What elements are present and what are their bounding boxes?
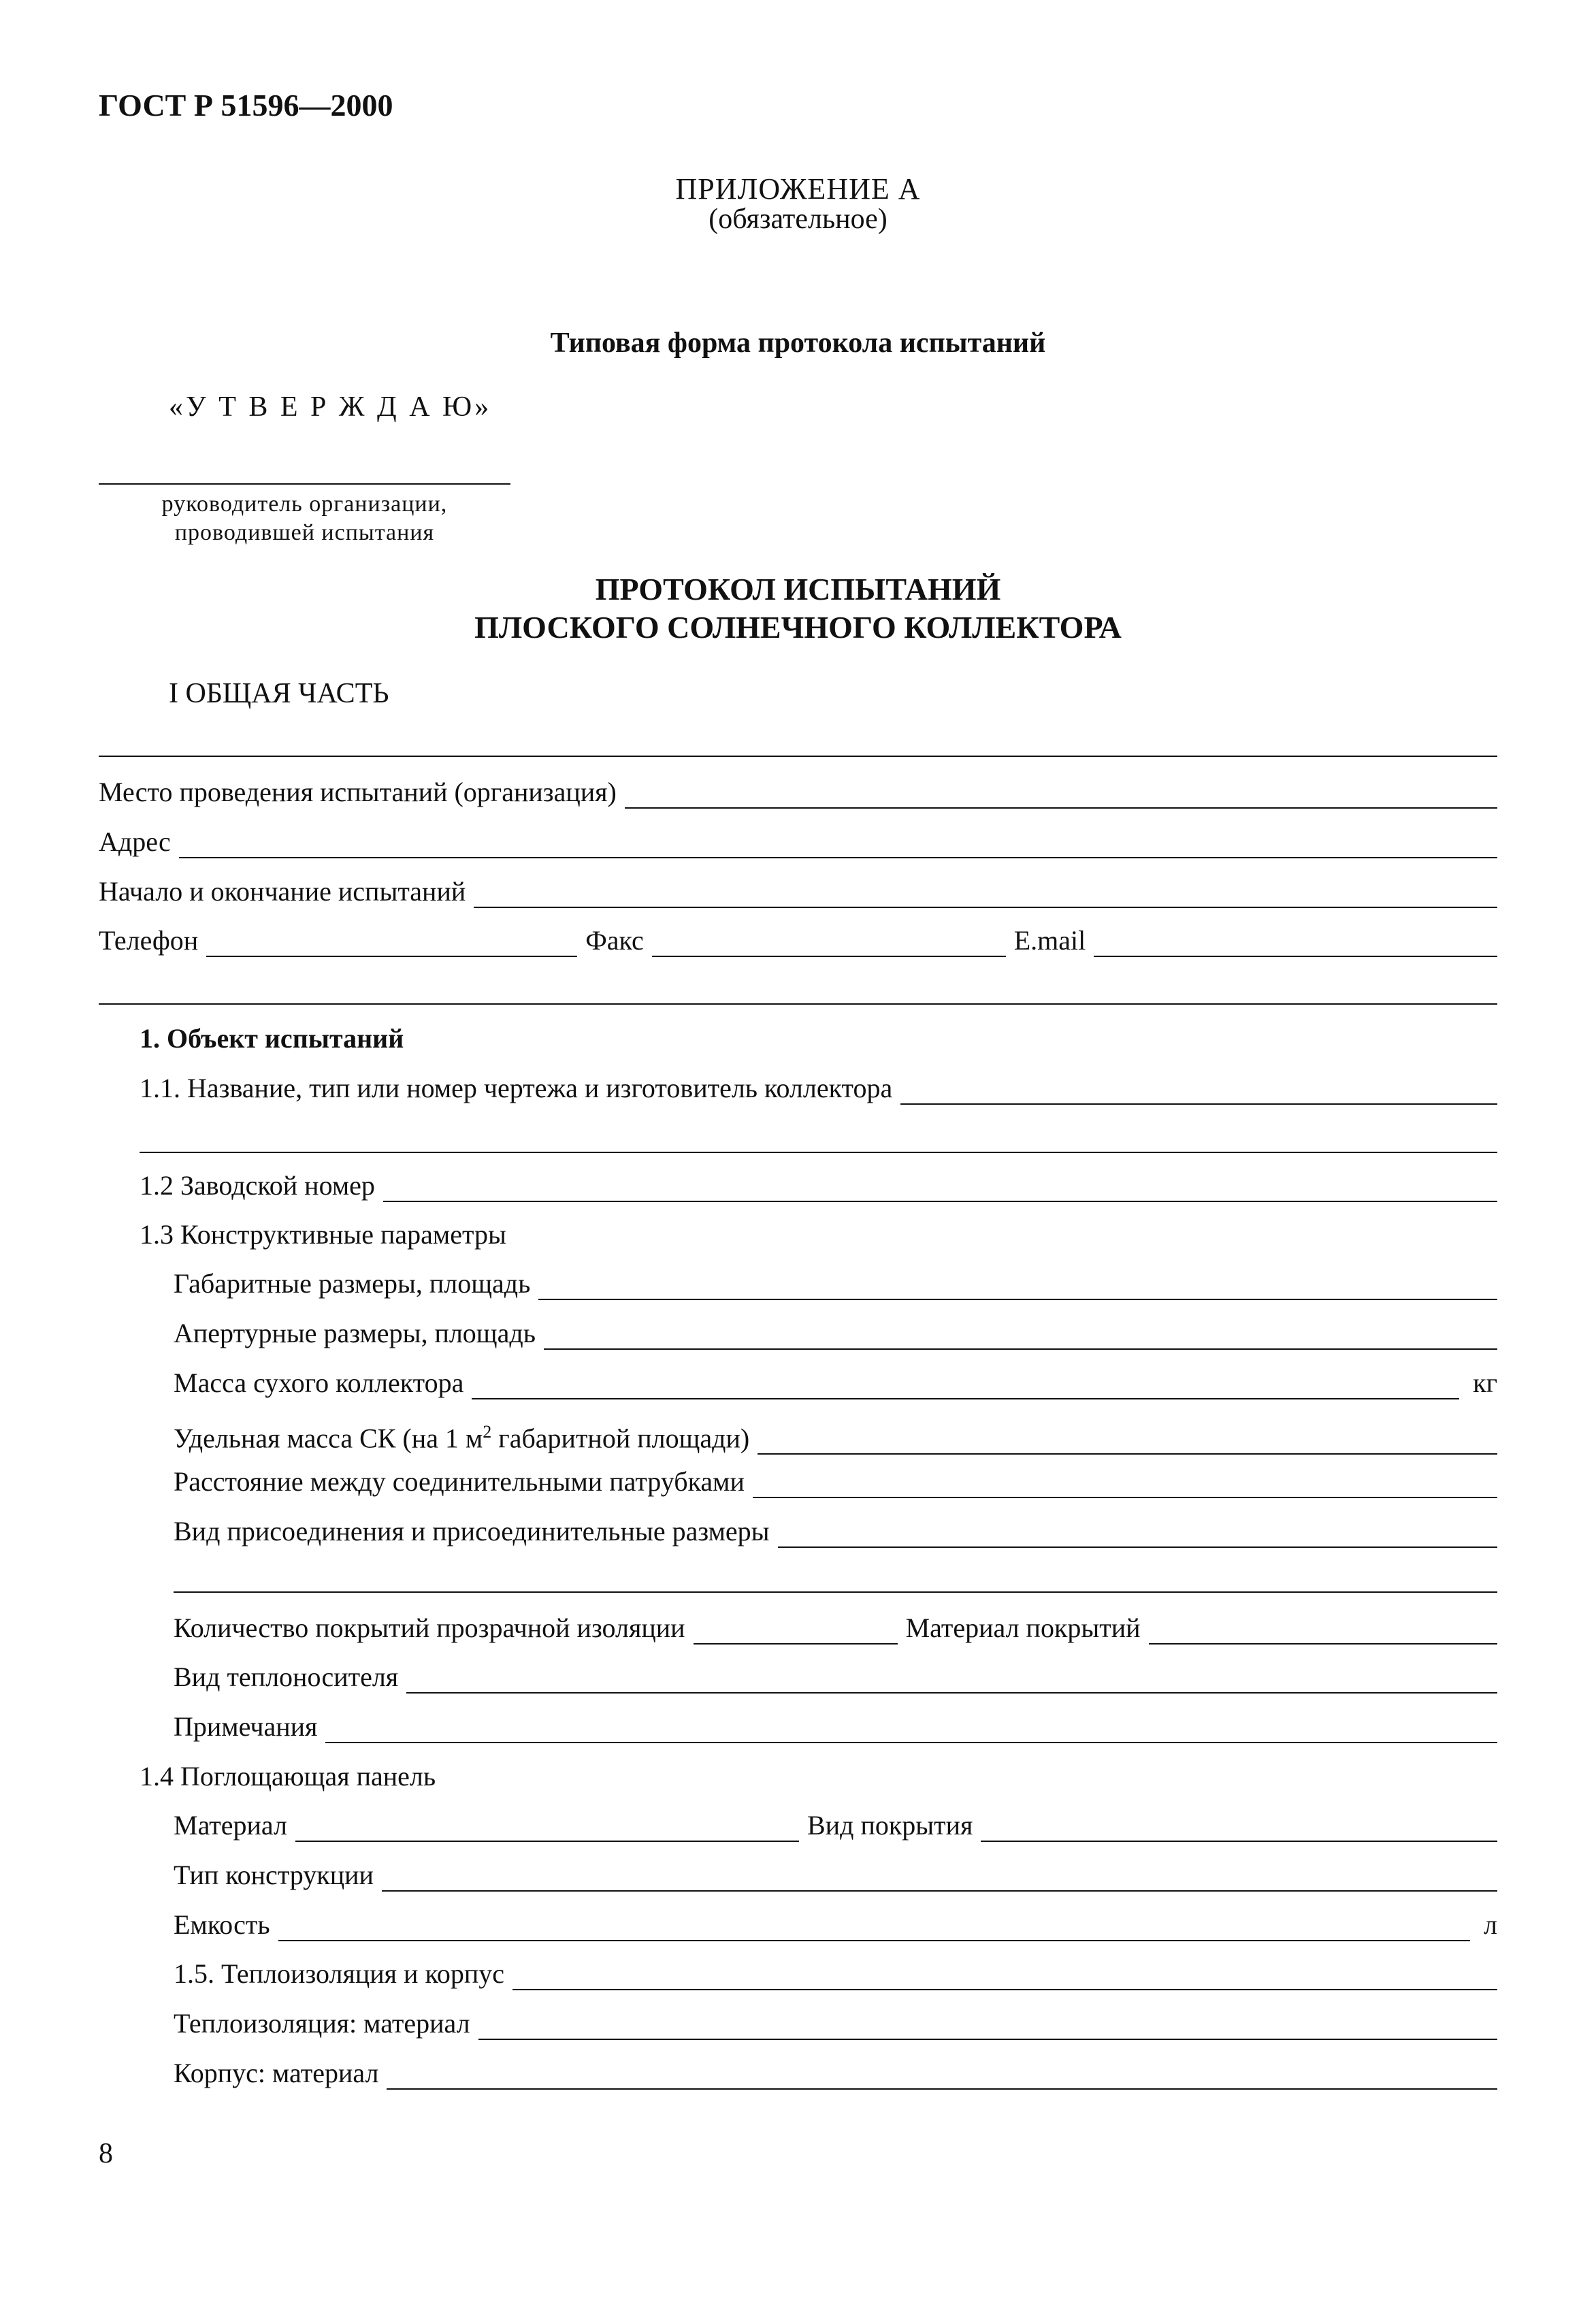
test-place-field[interactable] [625,780,1497,809]
pipe-distance-field[interactable] [753,1470,1497,1498]
design-params-row [140,1218,1497,1251]
signature-line[interactable] [99,483,510,485]
dry-mass-row [174,1367,1497,1399]
connection-type-continuation-line[interactable] [174,1591,1497,1593]
dry-mass-unit: кг [1473,1367,1497,1398]
form-title: Типовая форма протокола испытаний [550,327,1046,359]
capacity-field[interactable] [278,1913,1470,1941]
capacity-row [174,1909,1497,1941]
dry-mass-field[interactable] [472,1371,1459,1399]
overall-dims-field[interactable] [538,1272,1497,1300]
appendix-title: ПРИЛОЖЕНИЕ А [675,172,921,206]
address-field[interactable] [179,830,1497,858]
absorber-panel-label: 1.4 Поглощающая панель [140,1761,436,1792]
design-params-label: 1.3 Конструктивные параметры [140,1219,506,1250]
absorber-panel-row [140,1760,1497,1793]
overall-dims-row [174,1267,1497,1300]
notes-field[interactable] [325,1715,1497,1743]
housing-material-row [174,2057,1497,2090]
test-place-row [99,776,1497,809]
separator-line-top [99,756,1497,757]
heat-carrier-row [174,1661,1497,1694]
coating-type-field[interactable] [981,1813,1497,1842]
general-part-heading: I ОБЩАЯ ЧАСТЬ [169,678,389,709]
serial-number-field[interactable] [383,1173,1497,1202]
overall-dims-label: Габаритные размеры, площадь [174,1268,531,1299]
specific-mass-field[interactable] [758,1426,1497,1455]
coating-type-label: Вид покрытия [807,1810,973,1841]
connection-type-row [174,1515,1497,1548]
section1-heading-text: 1. Объект испытаний [140,1023,404,1054]
serial-number-label: 1.2 Заводской номер [140,1170,375,1201]
aperture-dims-field[interactable] [544,1321,1497,1350]
protocol-title [0,570,1596,647]
email-label: E.mail [1013,925,1086,956]
section1-heading [140,1022,1497,1055]
insulation-material-field[interactable] [478,2011,1497,2040]
address-row [99,826,1497,858]
signature-caption-line2: проводившей испытания [174,520,435,545]
specific-mass-label-sup: 2 [483,1422,492,1442]
aperture-dims-row [174,1317,1497,1350]
collector-name-row [140,1072,1497,1105]
notes-label: Примечания [174,1711,318,1742]
insulation-housing-field[interactable] [512,1962,1497,1990]
test-place-label: Место проведения испытаний (организация) [99,777,617,807]
collector-name-label: 1.1. Название, тип или номер чертежа и изготовитель коллектора [140,1073,893,1103]
collector-name-continuation-line[interactable] [140,1152,1497,1153]
page-number: 8 [99,2138,113,2169]
pipe-distance-row [174,1465,1497,1498]
specific-mass-label [174,1416,749,1455]
housing-material-label: Корпус: материал [174,2058,379,2088]
phone-label: Телефон [99,925,199,956]
capacity-label: Емкость [174,1909,270,1940]
material-field[interactable] [295,1813,799,1842]
pipe-distance-label: Расстояние между соединительными патрубками [174,1466,745,1497]
heat-carrier-label: Вид теплоносителя [174,1662,399,1692]
separator-line-bottom [99,1003,1497,1005]
notes-row [174,1711,1497,1743]
cover-count-field[interactable] [694,1616,898,1645]
specific-mass-label-pre: Удельная масса СК (на 1 м [174,1423,483,1454]
test-dates-label: Начало и окончание испытаний [99,876,466,907]
dry-mass-label: Масса сухого коллектора [174,1367,464,1398]
address-label: Адрес [99,826,171,857]
construction-type-field[interactable] [382,1863,1497,1892]
capacity-unit: л [1484,1909,1497,1940]
material-coating-row [174,1809,1497,1842]
serial-number-row [140,1169,1497,1202]
insulation-housing-label: 1.5. Теплоизоляция и корпус [174,1958,505,1989]
material-label: Материал [174,1810,287,1841]
specific-mass-label-post: габаритной площади) [491,1423,750,1454]
construction-type-label: Тип конструкции [174,1860,374,1890]
contacts-row [99,924,1497,957]
cover-row [174,1612,1497,1645]
email-field[interactable] [1094,928,1497,957]
heat-carrier-field[interactable] [406,1665,1497,1694]
fax-field[interactable] [652,928,1006,957]
fax-label: Факс [585,925,644,956]
signature-caption-line1: руководитель организации, [161,491,448,517]
connection-type-field[interactable] [778,1519,1497,1548]
cover-material-field[interactable] [1149,1616,1497,1645]
insulation-housing-row [174,1958,1497,1990]
housing-material-field[interactable] [387,2061,1497,2090]
protocol-title-line2: ПЛОСКОГО СОЛНЕЧНОГО КОЛЛЕКТОРА [474,610,1122,645]
protocol-title-line1: ПРОТОКОЛ ИСПЫТАНИЙ [595,572,1001,606]
collector-name-field[interactable] [900,1076,1497,1105]
phone-field[interactable] [206,928,577,957]
insulation-material-label: Теплоизоляция: материал [174,2008,470,2039]
document-code: ГОСТ Р 51596—2000 [99,88,393,123]
test-dates-field[interactable] [474,879,1497,908]
insulation-material-row [174,2007,1497,2040]
construction-type-row [174,1859,1497,1892]
aperture-dims-label: Апертурные размеры, площадь [174,1318,536,1348]
specific-mass-row [174,1416,1497,1455]
connection-type-label: Вид присоединения и присоединительные размеры [174,1516,770,1546]
signature-caption [99,490,510,547]
approval-label: «У Т В Е Р Ж Д А Ю» [169,391,492,423]
cover-count-label: Количество покрытий прозрачной изоляции [174,1613,685,1643]
cover-material-label: Материал покрытий [905,1613,1141,1643]
test-dates-row [99,875,1497,908]
appendix-subtitle: (обязательное) [709,204,887,235]
